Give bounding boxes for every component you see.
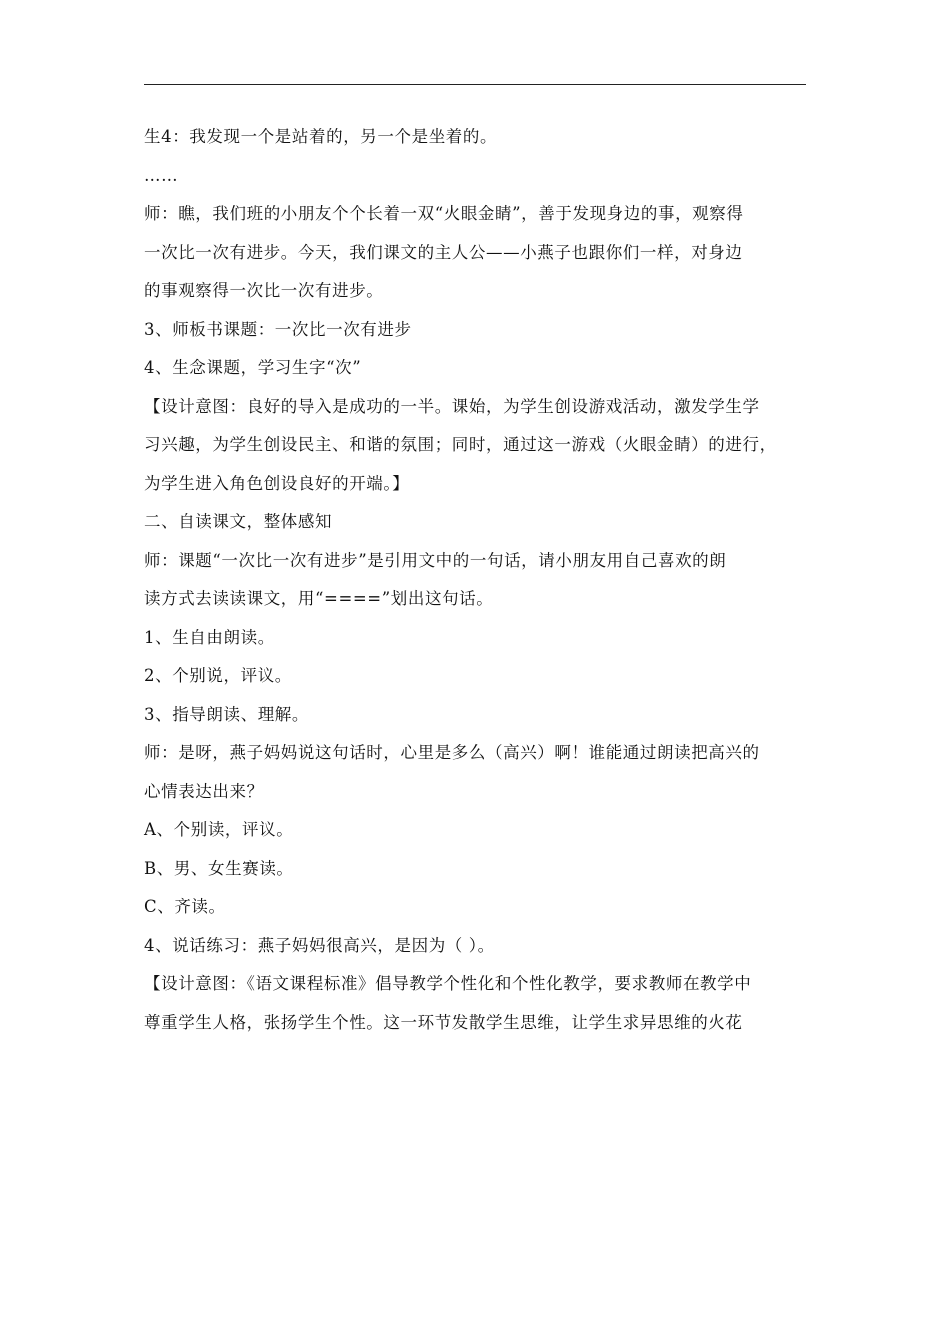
text-line: 3、师板书课题：一次比一次有进步 — [144, 319, 412, 339]
text-line: …… — [144, 165, 179, 185]
document-body — [144, 118, 808, 1042]
text-line: A、个别读，评议。 — [144, 820, 294, 839]
text-line: 4、说话练习：燕子妈妈很高兴，是因为（ ）。 — [144, 935, 495, 955]
text-line: 师：是呀，燕子妈妈说这句话时，心里是多么（高兴）啊！谁能通过朗读把高兴的 — [144, 743, 760, 762]
text-line: 尊重学生人格，张扬学生个性。这一环节发散学生思维，让学生求异思维的火花 — [144, 1012, 743, 1032]
text-line: 读方式去读读课文，用“====”划出这句话。 — [144, 589, 494, 608]
text-line: 【设计意图：《语文课程标准》倡导教学个性化和个性化教学，要求教师在教学中 — [144, 974, 752, 993]
text-line: 为学生进入角色创设良好的开端。】 — [144, 473, 410, 493]
text-line: 心情表达出来？ — [144, 781, 264, 801]
text-line: 一次比一次有进步。今天，我们课文的主人公——小燕子也跟你们一样，对身边 — [144, 242, 743, 262]
text-line: B、男、女生赛读。 — [144, 858, 294, 878]
text-line: 师：课题“一次比一次有进步”是引用文中的一句话，请小朋友用自己喜欢的朗 — [144, 550, 727, 570]
text-line: 生4：我发现一个是站着的，另一个是坐着的。 — [144, 127, 498, 146]
section-heading: 二、自读课文，整体感知 — [144, 512, 333, 531]
text-line: 4、生念课题，学习生字“次” — [144, 358, 362, 377]
header-rule — [144, 84, 806, 85]
text-line: 【设计意图：良好的导入是成功的一半。课始，为学生创设游戏活动，激发学生学 — [144, 396, 760, 416]
text-line: 3、指导朗读、理解。 — [144, 704, 309, 724]
text-line: 2、个别说，评议。 — [144, 666, 292, 685]
text-line: C、齐读。 — [144, 897, 226, 916]
text-line: 1、生自由朗读。 — [144, 627, 275, 647]
text-line: 的事观察得一次比一次有进步。 — [144, 281, 384, 300]
text-line: 习兴趣，为学生创设民主、和谐的氛围；同时，通过这一游戏（火眼金睛）的进行， — [144, 435, 777, 454]
text-line: 师：瞧，我们班的小朋友个个长着一双“火眼金睛”，善于发现身边的事，观察得 — [144, 204, 744, 223]
